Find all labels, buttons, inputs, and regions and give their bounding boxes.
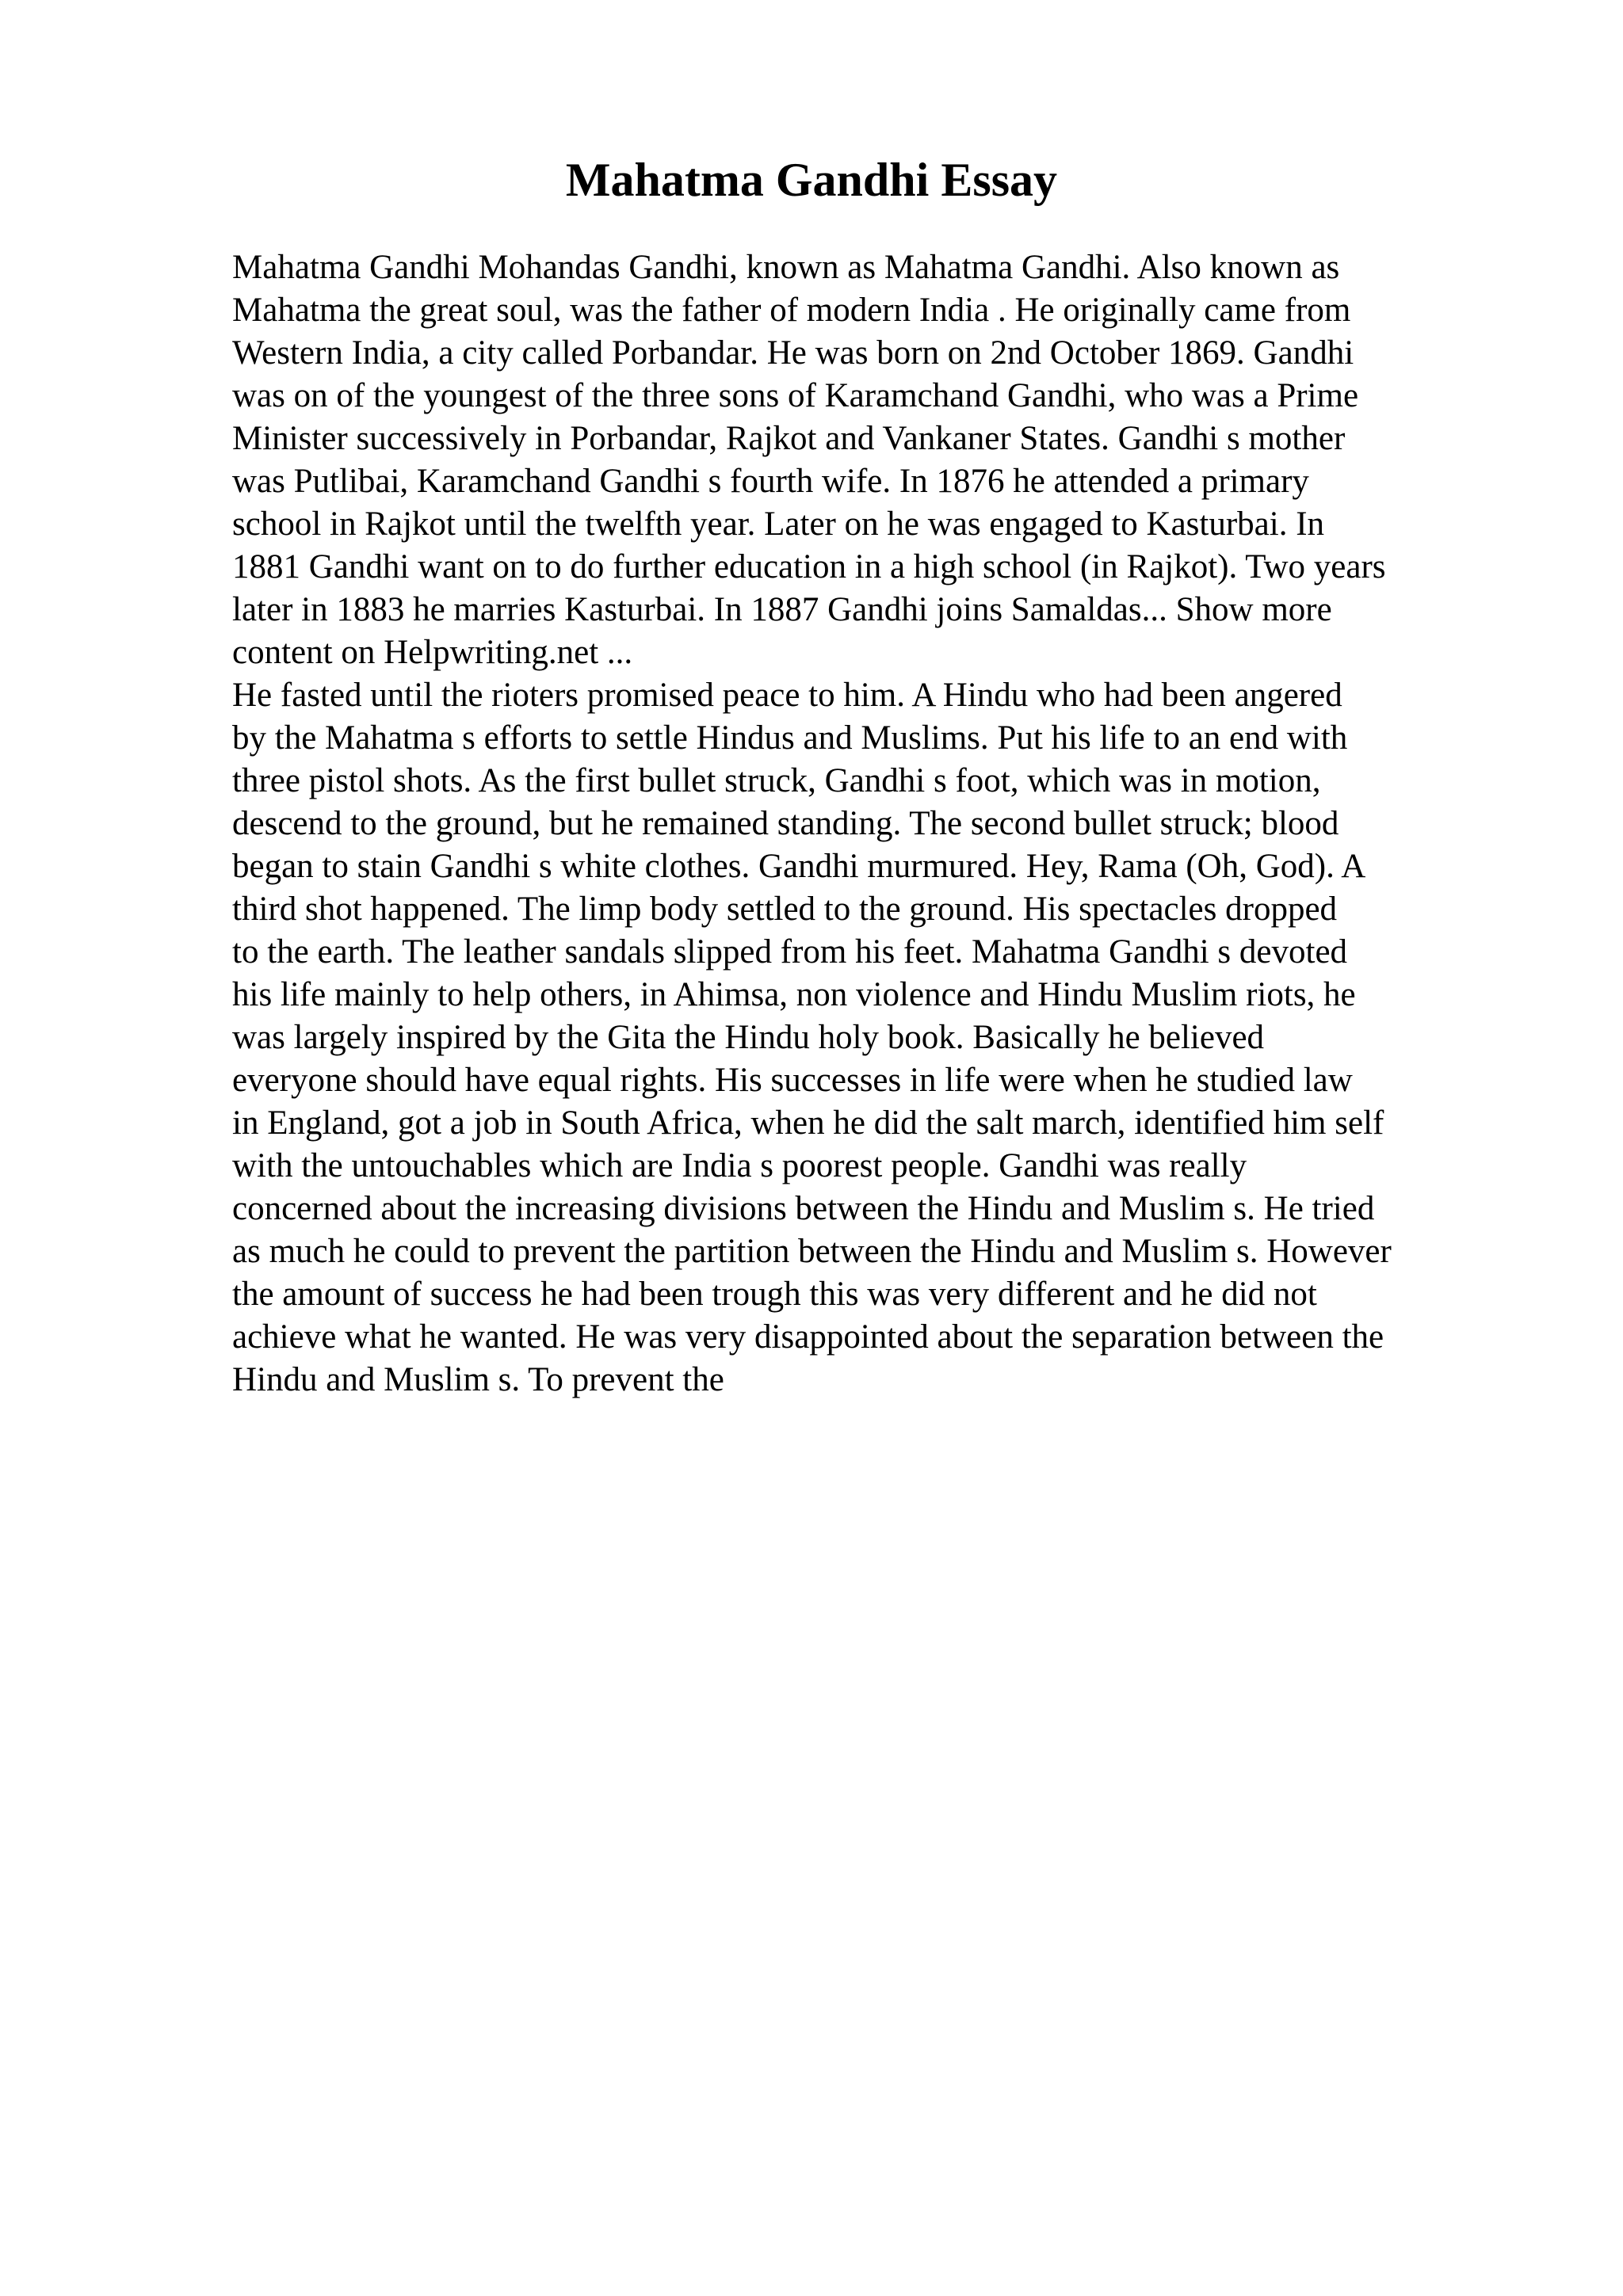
text-line: in England, got a job in South Africa, when he did the salt march, identified him self bbox=[232, 1104, 1384, 1142]
text-line: his life mainly to help others, in Ahimsa, non violence and Hindu Muslim riots, he bbox=[232, 976, 1356, 1013]
text-line: Mahatma the great soul, was the father of modern India . He originally came from bbox=[232, 292, 1351, 329]
text-line: was largely inspired by the Gita the Hindu holy book. Basically he believed bbox=[232, 1019, 1265, 1056]
text-line: with the untouchables which are India s poorest people. Gandhi was really bbox=[232, 1147, 1247, 1184]
text-line: Mahatma Gandhi Mohandas Gandhi, known as Mahatma Gandhi. Also known as bbox=[232, 249, 1340, 286]
text-line: later in 1883 he marries Kasturbai. In 1887 Gandhi joins Samaldas... Show more bbox=[232, 591, 1332, 628]
text-line: was Putlibai, Karamchand Gandhi s fourth wife. In 1876 he attended a primary bbox=[232, 463, 1309, 500]
text-line: began to stain Gandhi s white clothes. Gandhi murmured. Hey, Rama (Oh, God). A bbox=[232, 848, 1366, 885]
text-line: was on of the youngest of the three sons of Karamchand Gandhi, who was a Prime bbox=[232, 377, 1359, 414]
text-line: third shot happened. The limp body settled to the ground. His spectacles dropped bbox=[232, 891, 1338, 928]
text-line: as much he could to prevent the partition between the Hindu and Muslim s. However bbox=[232, 1233, 1392, 1270]
text-line: He fasted until the rioters promised peace to him. A Hindu who had been angered bbox=[232, 677, 1342, 714]
text-line: descend to the ground, but he remained standing. The second bullet struck; blood bbox=[232, 805, 1339, 842]
text-line: everyone should have equal rights. His successes in life were when he studied law bbox=[232, 1062, 1353, 1099]
text-line: to the earth. The leather sandals slipped from his feet. Mahatma Gandhi s devoted bbox=[232, 933, 1348, 971]
text-line: school in Rajkot until the twelfth year. Later on he was engaged to Kasturbai. In bbox=[232, 505, 1325, 543]
text-line: Minister successively in Porbandar, Rajkot and Vankaner States. Gandhi s mother bbox=[232, 420, 1346, 457]
text-line: the amount of success he had been trough this was very different and he did not bbox=[232, 1276, 1317, 1313]
text-line: by the Mahatma s efforts to settle Hindus and Muslims. Put his life to an end with bbox=[232, 719, 1348, 757]
essay-body bbox=[232, 246, 1516, 1402]
document-title: Mahatma Gandhi Essay bbox=[565, 154, 1058, 206]
text-line: 1881 Gandhi want on to do further education in a high school (in Rajkot). Two years bbox=[232, 548, 1386, 585]
text-line: three pistol shots. As the first bullet struck, Gandhi s foot, which was in motion, bbox=[232, 762, 1321, 799]
text-line: Western India, a city called Porbandar. He was born on 2nd October 1869. Gandhi bbox=[232, 334, 1354, 372]
text-line: content on Helpwriting.net ... bbox=[232, 634, 633, 671]
text-line: achieve what he wanted. He was very disappointed about the separation between the bbox=[232, 1318, 1384, 1356]
text-line: concerned about the increasing divisions between the Hindu and Muslim s. He tried bbox=[232, 1190, 1375, 1227]
text-line: Hindu and Muslim s. To prevent the bbox=[232, 1361, 724, 1398]
